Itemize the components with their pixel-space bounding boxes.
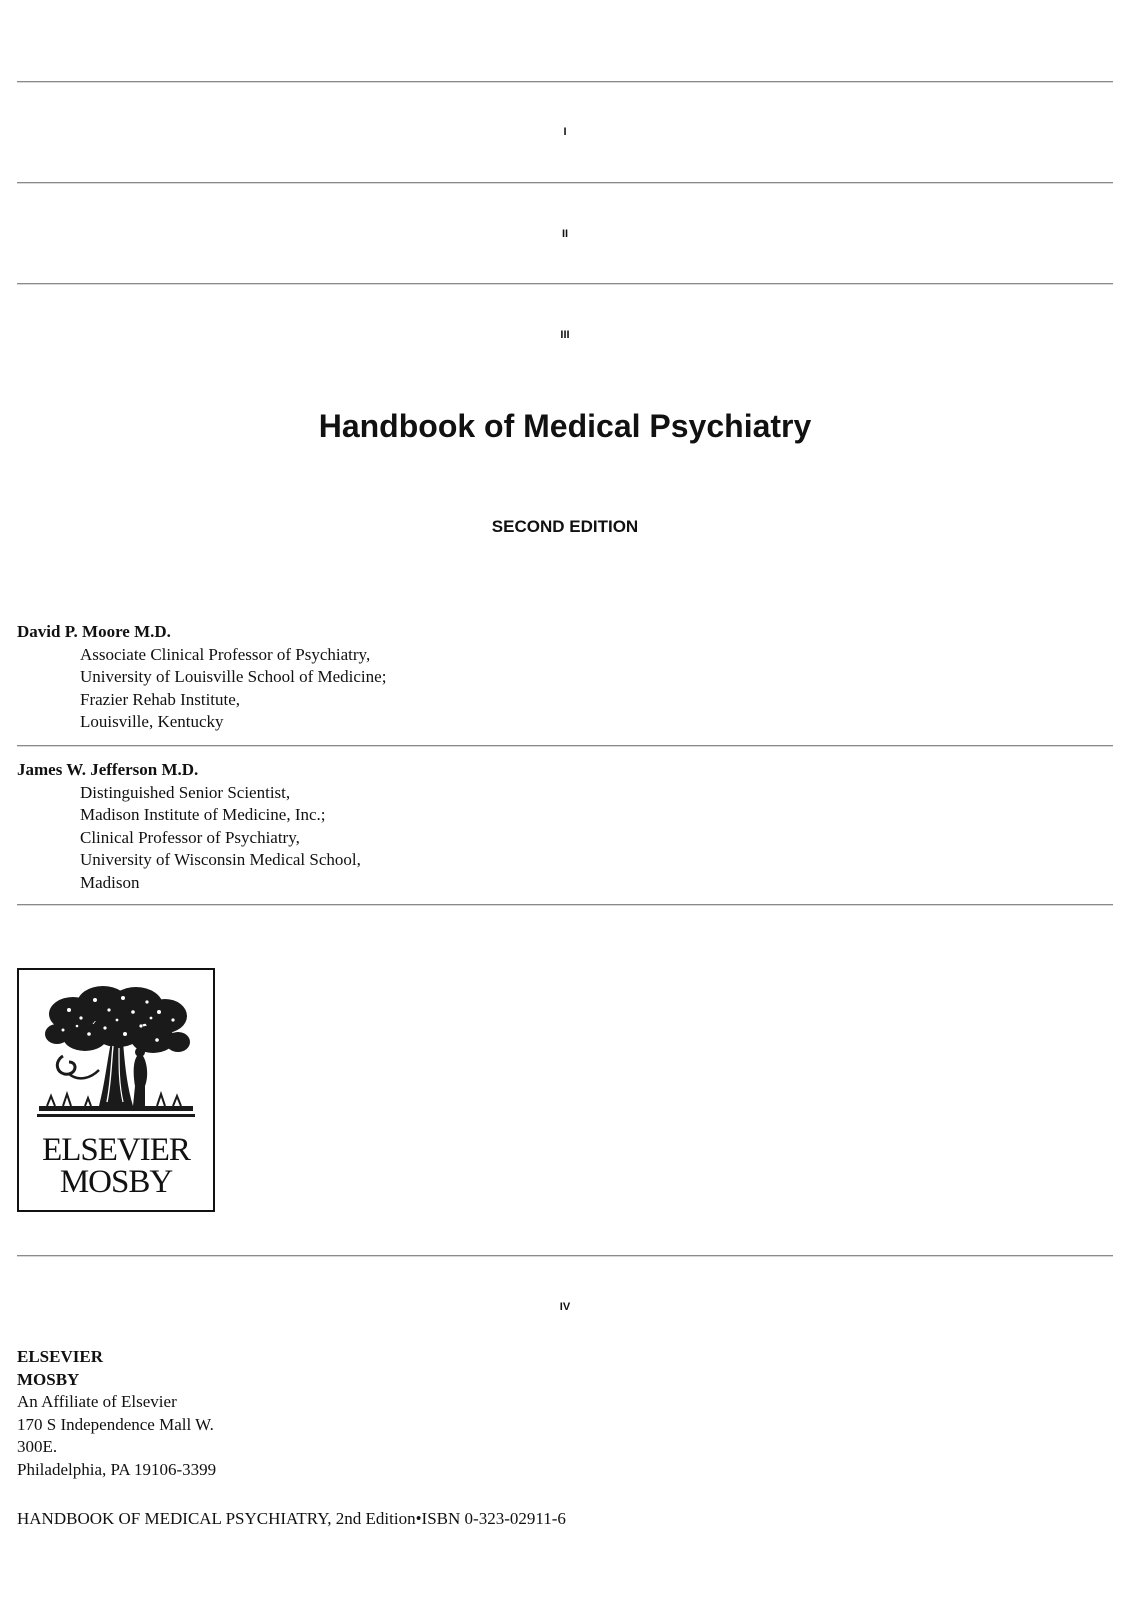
affiliation-line: University of Louisville School of Medicine;: [80, 667, 387, 686]
divider-2: [17, 182, 1113, 184]
edition-label: SECOND EDITION: [491, 517, 639, 536]
page-label-iii: III: [560, 329, 570, 341]
divider-top: [17, 81, 1113, 83]
divider-6: [17, 1255, 1113, 1257]
author-affiliations: [17, 782, 917, 895]
page-label-i: I: [563, 126, 567, 138]
page-label-iv: IV: [559, 1301, 571, 1313]
publisher-name-line2: MOSBY: [17, 1369, 80, 1389]
isbn-line: HANDBOOK OF MEDICAL PSYCHIATRY, 2nd Edition•ISBN 0-323-02911-6: [17, 1509, 566, 1528]
publisher-name-line1: ELSEVIER: [17, 1347, 103, 1366]
author-block-jefferson: [17, 759, 917, 894]
publisher-city: Philadelphia, PA 19106-3399: [17, 1459, 217, 1479]
affiliation-line: Clinical Professor of Psychiatry,: [80, 827, 300, 847]
page-label-ii: II: [561, 228, 569, 240]
logo-wordmark-line1: ELSEVIER: [42, 1132, 190, 1168]
author-affiliations: [17, 644, 917, 734]
divider-5: [17, 904, 1113, 906]
author-block-moore: [17, 621, 917, 734]
affiliation-line: Distinguished Senior Scientist,: [80, 782, 291, 802]
publisher-affiliate: An Affiliate of Elsevier: [17, 1392, 177, 1411]
affiliation-line: Madison: [80, 872, 140, 892]
publisher-address-line1: 170 S Independence Mall W.: [17, 1414, 214, 1434]
affiliation-line: Louisville, Kentucky: [80, 712, 224, 731]
affiliation-line: Frazier Rehab Institute,: [80, 689, 241, 709]
author-name: David P. Moore M.D.: [17, 622, 171, 641]
affiliation-line: Madison Institute of Medicine, Inc.;: [80, 805, 326, 824]
tree-illustration-icon: [33, 982, 199, 1122]
divider-4: [17, 745, 1113, 747]
publisher-address-line2: 300E.: [17, 1437, 58, 1456]
divider-3: [17, 283, 1113, 285]
elsevier-mosby-logo: [17, 968, 215, 1212]
affiliation-line: University of Wisconsin Medical School,: [80, 850, 361, 869]
publisher-address: [17, 1346, 617, 1481]
affiliation-line: Associate Clinical Professor of Psychiatry,: [80, 644, 371, 664]
book-title: Handbook of Medical Psychiatry: [318, 408, 812, 444]
logo-wordmark-line2: MOSBY: [59, 1164, 173, 1200]
author-name: James W. Jefferson M.D.: [17, 760, 199, 779]
